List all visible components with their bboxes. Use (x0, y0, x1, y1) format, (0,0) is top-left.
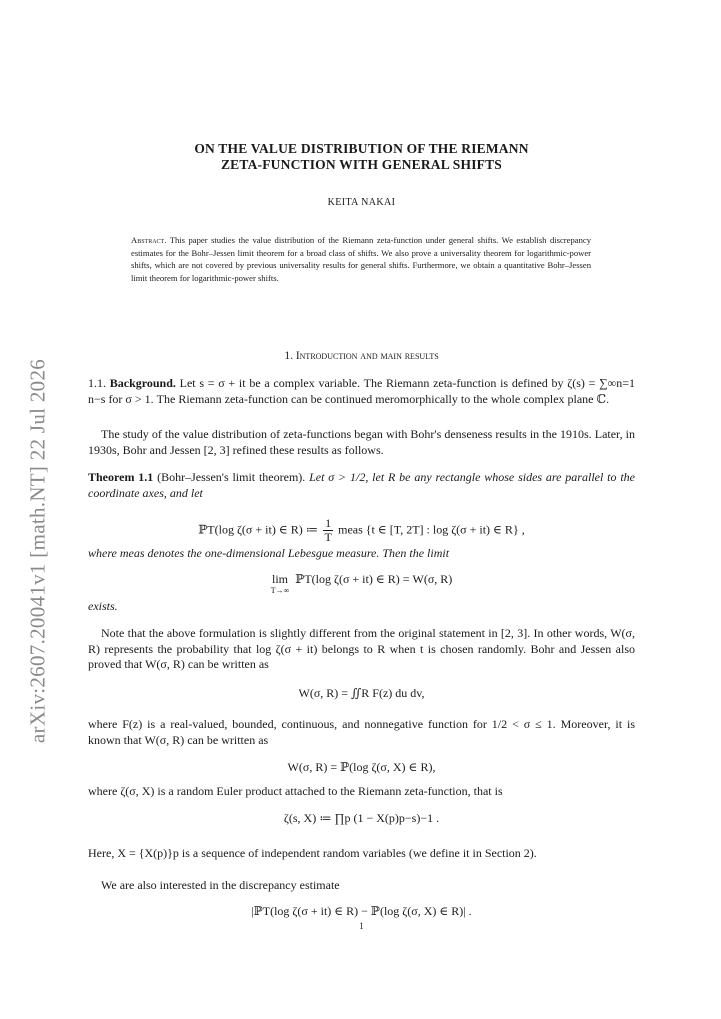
eq2-body: ℙT(log ζ(σ + it) ∈ R) = W(σ, R) (295, 572, 453, 586)
author-name: KEITA NAKAI (327, 197, 396, 208)
section-heading (88, 350, 635, 362)
eq2-lim: lim (271, 572, 288, 586)
subsection-title: Background. (109, 376, 176, 390)
abstract-label: Abstract. (131, 235, 167, 245)
paragraph-1: Let s = σ + it be a complex variable. The Riemann zeta-function is defined by ζ(s) = ∑∞n=1 n−s for σ > 1. The Riemann zeta-function can be continued meromorphically to the whole complex plane ℂ. (88, 376, 636, 406)
paragraph-7: We are also interested in the discrepancy estimate (101, 878, 340, 892)
equation-3: W(σ, R) = ∬R F(z) du dv, (298, 686, 425, 700)
equation-4: W(σ, R) = ℙ(log ζ(σ, X) ∈ R), (287, 760, 436, 774)
section-title: Introduction and main results (295, 350, 439, 362)
eq1-fraction (323, 517, 333, 544)
equation-5: ζ(s, X) ≔ ∏p (1 − X(p)p−s)−1 . (283, 811, 440, 825)
theorem-text-2: where meas denotes the one-dimensional Lebesgue measure. Then the limit (88, 546, 450, 560)
title-line-2: ZETA-FUNCTION WITH GENERAL SHIFTS (220, 157, 503, 172)
theorem-name: (Bohr–Jessen's limit theorem). (153, 470, 306, 484)
subsection-label: 1.1. (88, 376, 110, 390)
title-line-1: ON THE VALUE DISTRIBUTION OF THE RIEMANN (194, 141, 529, 156)
page-number: 1 (359, 921, 364, 931)
eq1-right: meas {t ∈ [T, 2T] : log ζ(σ + it) ∈ R} , (338, 522, 525, 537)
paragraph-2: The study of the value distribution of zeta-functions began with Bohr's denseness results in the 1910s. Later, in 1930s, Bohr and Jessen [2, 3] refined these results as follows. (88, 427, 635, 457)
arxiv-sidebar (18, 358, 58, 743)
abstract (131, 234, 591, 284)
equation-6: |ℙT(log ζ(σ + it) ∈ R) − ℙ(log ζ(σ, X) ∈ R)| . (251, 904, 472, 918)
eq2-limit (271, 572, 290, 595)
equation-2 (88, 572, 635, 595)
paragraph-4: where F(z) is a real-valued, bounded, continuous, and nonnegative function for 1/2 < σ ≤ 1. Moreover, it is known that W(σ, R) can be written as (88, 717, 635, 747)
equation-1 (88, 517, 635, 544)
paper-title (88, 141, 635, 173)
abstract-text: This paper studies the value distribution of the Riemann zeta-function under general shifts. We establish discrepancy estimates for the Bohr–Jessen limit theorem for a broad class of shifts. We also prove a universality theorem for logarithmic-power shifts, which are not covered by previous universality results for general shifts. Furthermore, we obtain a quantitative Bohr–Jessen limit theorem for logarithmic-power shifts. (131, 235, 591, 283)
paragraph-3: Note that the above formulation is slightly different from the original statement in [2, 3]. In other words, W(σ, R) represents the probability that log ζ(σ + it) belongs to R when t is chosen randomly. Bohr and Jessen also proved that W(σ, R) can be written as (88, 626, 635, 671)
paragraph-5: where ζ(σ, X) is a random Euler product attached to the Riemann zeta-function, that is (88, 784, 503, 798)
arxiv-identifier: arXiv:2607.20041v1 [math.NT] 22 Jul 2026 (25, 358, 50, 743)
theorem-text: Let σ > 1/2, let R be any rectangle whose sides are parallel to the coordinate axes, and let (88, 470, 635, 500)
section-number: 1. (284, 350, 293, 362)
theorem-statement (88, 470, 635, 501)
eq1-numerator: 1 (325, 516, 332, 530)
paragraph-background (88, 376, 635, 407)
theorem-text-3: exists. (88, 599, 118, 613)
eq1-left: ℙT(log ζ(σ + it) ∈ R) ≔ (198, 522, 319, 537)
eq2-subscript: T→∞ (270, 586, 290, 595)
eq1-denominator: T (324, 530, 332, 544)
theorem-label: Theorem 1.1 (88, 470, 154, 484)
paragraph-6: Here, X = {X(p)}p is a sequence of independent random variables (we define it in Section 2). (88, 846, 537, 860)
